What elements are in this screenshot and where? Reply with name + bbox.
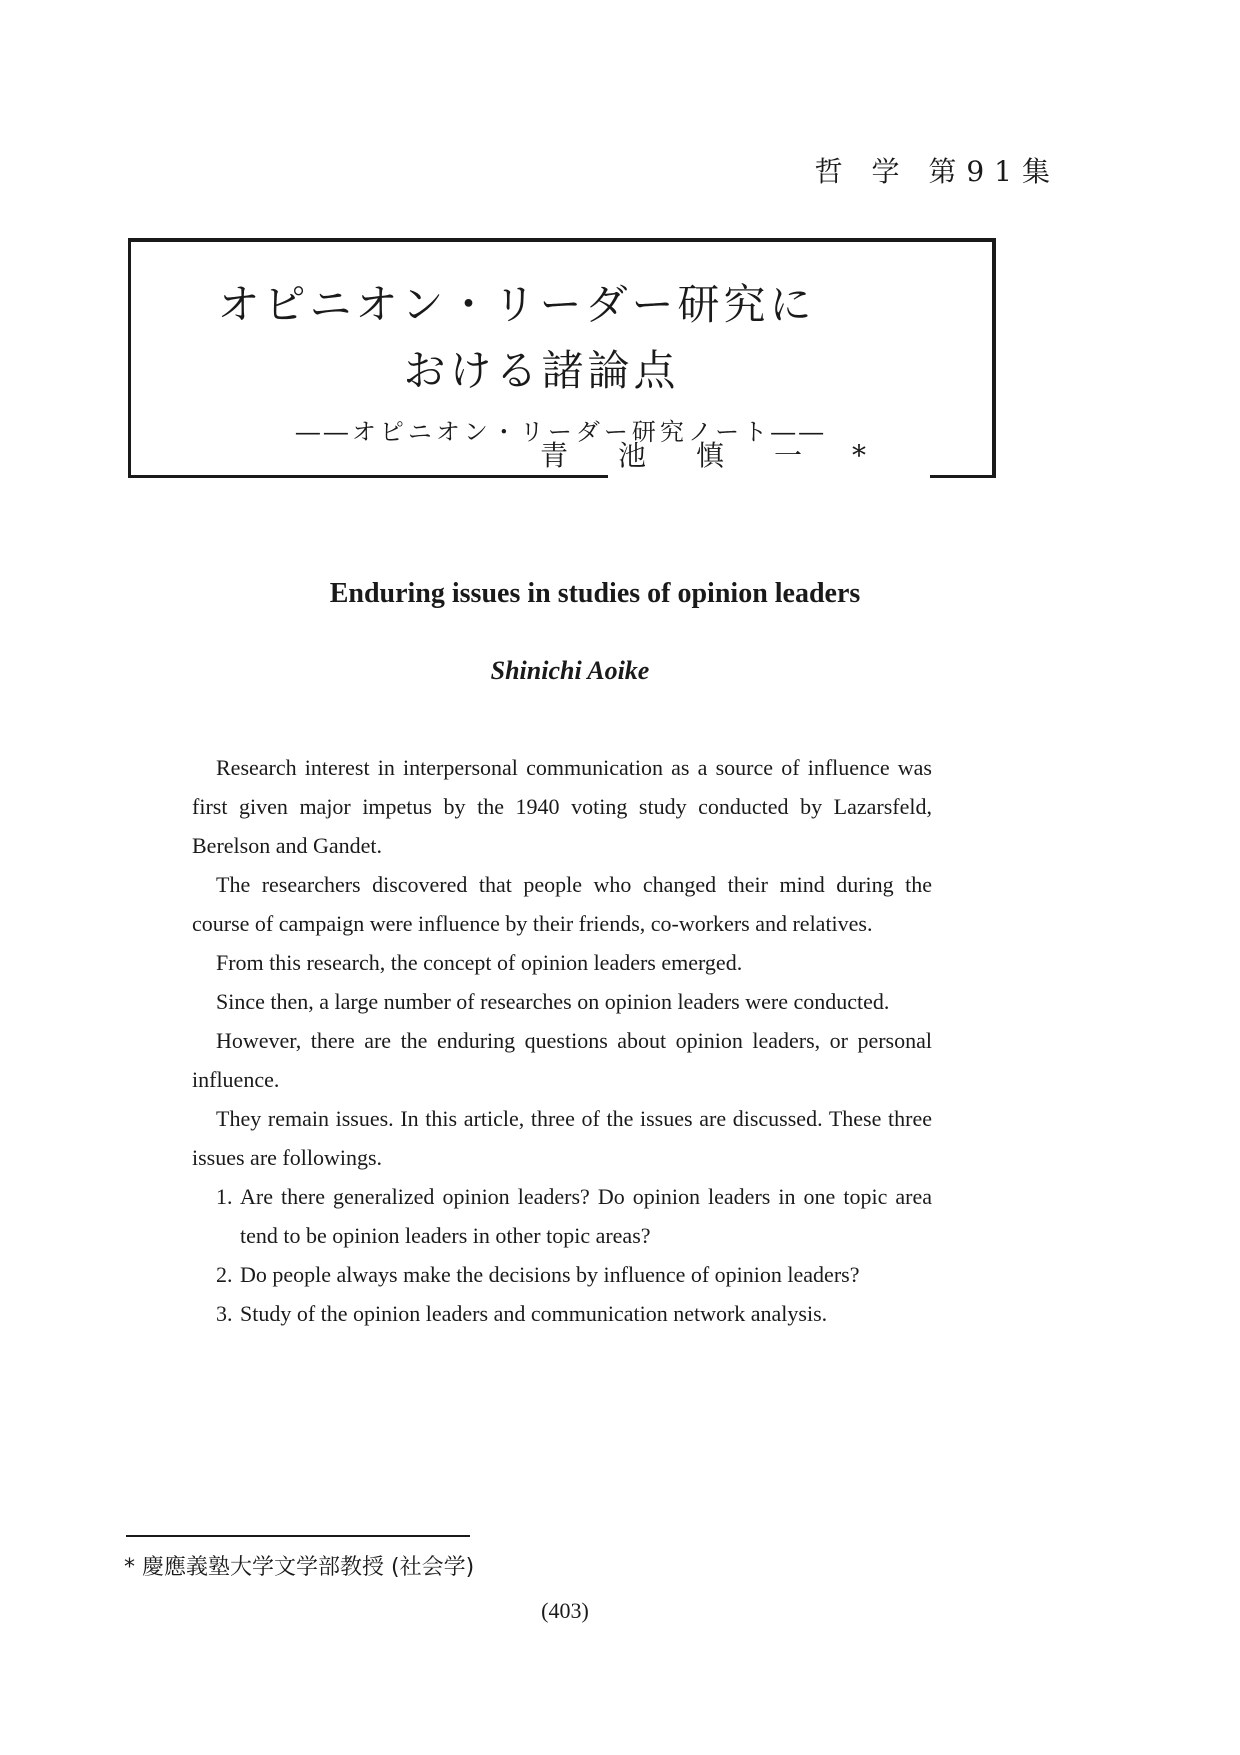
footnote: * 慶應義塾大学文学部教授 (社会学) [124, 1555, 475, 1580]
abstract-paragraph: From this research, the concept of opinion leaders emerged. [216, 950, 743, 975]
page-number: (403) [541, 1598, 589, 1623]
english-author: Shinichi Aoike [490, 656, 650, 685]
journal-header: 哲 学 第91集 [814, 155, 1060, 188]
japanese-author: 青池慎一* [539, 439, 916, 472]
issue-item [192, 1255, 932, 1294]
issue-text: Study of the opinion leaders and communication network analysis. [240, 1301, 828, 1326]
issue-number: 2. [216, 1262, 233, 1287]
japanese-title [131, 272, 992, 404]
abstract-paragraph: However, there are the enduring questions about opinion leaders, or personal influence. [192, 1028, 932, 1092]
issue-item [192, 1294, 932, 1333]
japanese-title-line2: おける諸論点 [403, 346, 680, 395]
english-title: Enduring issues in studies of opinion leaders [329, 578, 861, 609]
abstract-paragraph: The researchers discovered that people who changed their mind during the course of campaign were influence by their friends, co-workers and relatives. [192, 872, 932, 936]
abstract [192, 748, 932, 1333]
footnote-rule [126, 1535, 470, 1537]
issue-text: Do people always make the decisions by influence of opinion leaders? [240, 1262, 860, 1287]
issue-item [192, 1177, 932, 1255]
title-rule-left [128, 475, 608, 478]
issues-list [192, 1177, 932, 1333]
issue-text: Are there generalized opinion leaders? Do opinion leaders in one topic area tend to be opinion leaders in other topic areas? [240, 1184, 932, 1248]
abstract-paragraph: Since then, a large number of researches on opinion leaders were conducted. [216, 989, 890, 1014]
japanese-subtitle: ――オピニオン・リーダー研究ノート―― [295, 418, 828, 446]
issue-number: 3. [216, 1301, 233, 1326]
title-box [128, 238, 996, 476]
issue-number: 1. [216, 1184, 233, 1209]
abstract-paragraph: They remain issues. In this article, three of the issues are discussed. These three issues are followings. [192, 1106, 932, 1170]
japanese-title-line1: オピニオン・リーダー研究に [217, 280, 816, 329]
title-rule-right [930, 475, 996, 478]
abstract-paragraph: Research interest in interpersonal communication as a source of influence was first given major impetus by the 1940 voting study conducted by Lazarsfeld, Berelson and Gandet. [192, 755, 932, 858]
